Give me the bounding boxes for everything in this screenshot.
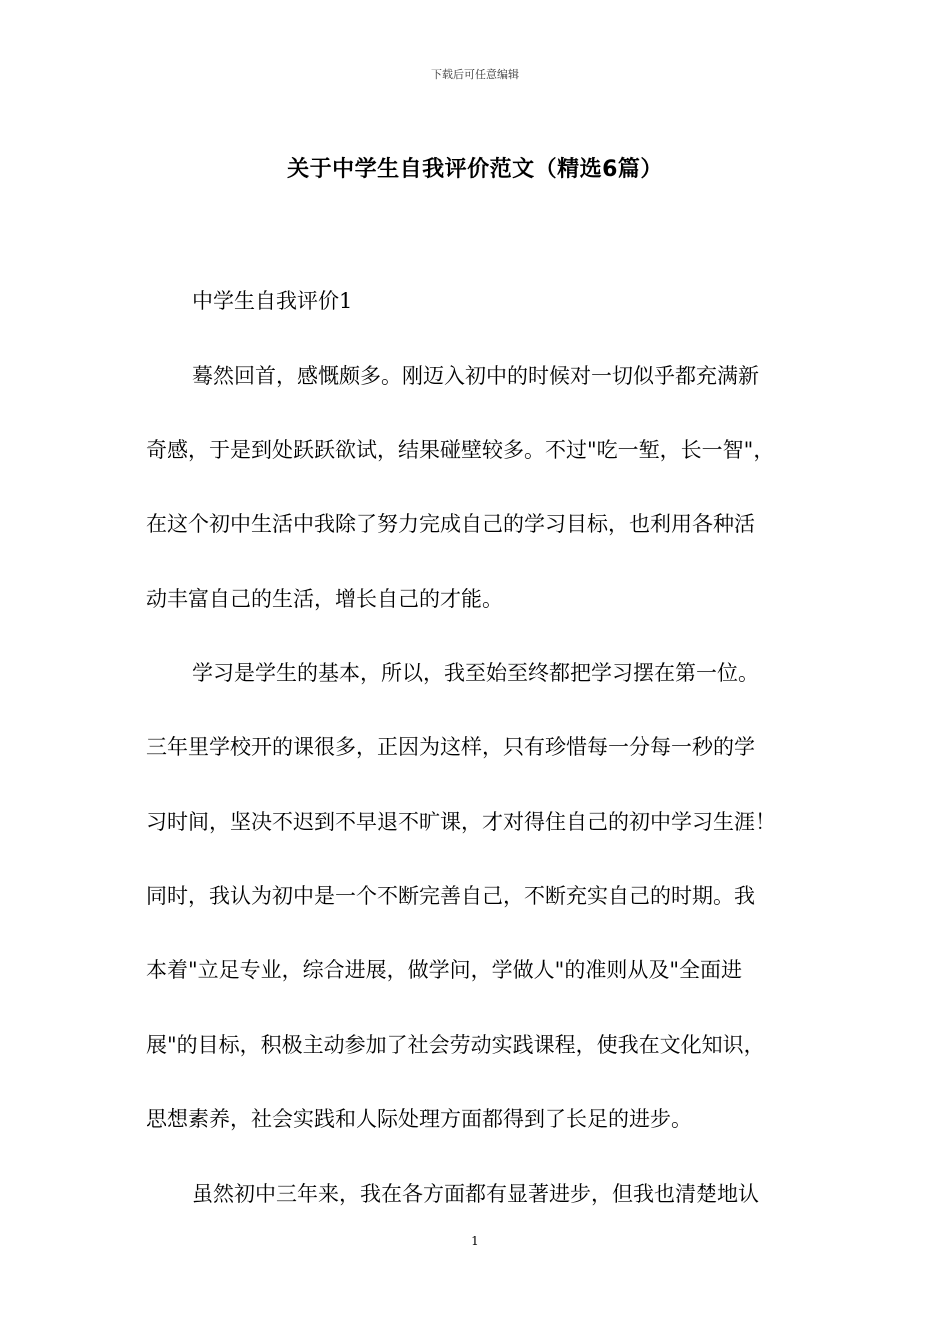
paragraph-line: 本着"立足专业，综合进展，做学问，学做人"的准则从及"全面进 [146, 958, 742, 982]
page-number: 1 [471, 1234, 479, 1248]
paragraph-line: 动丰富自己的生活，增长自己的才能。 [146, 587, 503, 611]
header-note: 下载后可任意编辑 [431, 68, 519, 81]
paragraph-line: 展"的目标，积极主动参加了社会劳动实践课程，使我在文化知识， [146, 1033, 765, 1057]
paragraph-line: 思想素养，社会实践和人际处理方面都得到了长足的进步。 [146, 1107, 692, 1131]
paragraph-line: 奇感，于是到处跃跃欲试，结果碰壁较多。不过"吃一堑，长一智"， [146, 438, 775, 462]
paragraph-line: 三年里学校开的课很多，正因为这样，只有珍惜每一分每一秒的学 [146, 735, 755, 759]
paragraph-line: 蓦然回首，感慨颇多。刚迈入初中的时候对一切似乎都充满新 [192, 364, 759, 388]
paragraph-line: 同时，我认为初中是一个不断完善自己，不断充实自己的时期。我 [146, 884, 755, 908]
document-title: 关于中学生自我评价范文（精选6篇） [287, 157, 663, 182]
paragraph-line: 习时间，坚决不迟到不早退不旷课，才对得住自己的初中学习生涯！ [146, 810, 776, 834]
paragraph-line: 学习是学生的基本，所以，我至始至终都把学习摆在第一位。 [192, 661, 759, 685]
paragraph-line: 虽然初中三年来，我在各方面都有显著进步，但我也清楚地认 [192, 1182, 759, 1206]
section-heading: 中学生自我评价1 [192, 289, 353, 313]
paragraph-line: 在这个初中生活中我除了努力完成自己的学习目标，也利用各种活 [146, 512, 755, 536]
